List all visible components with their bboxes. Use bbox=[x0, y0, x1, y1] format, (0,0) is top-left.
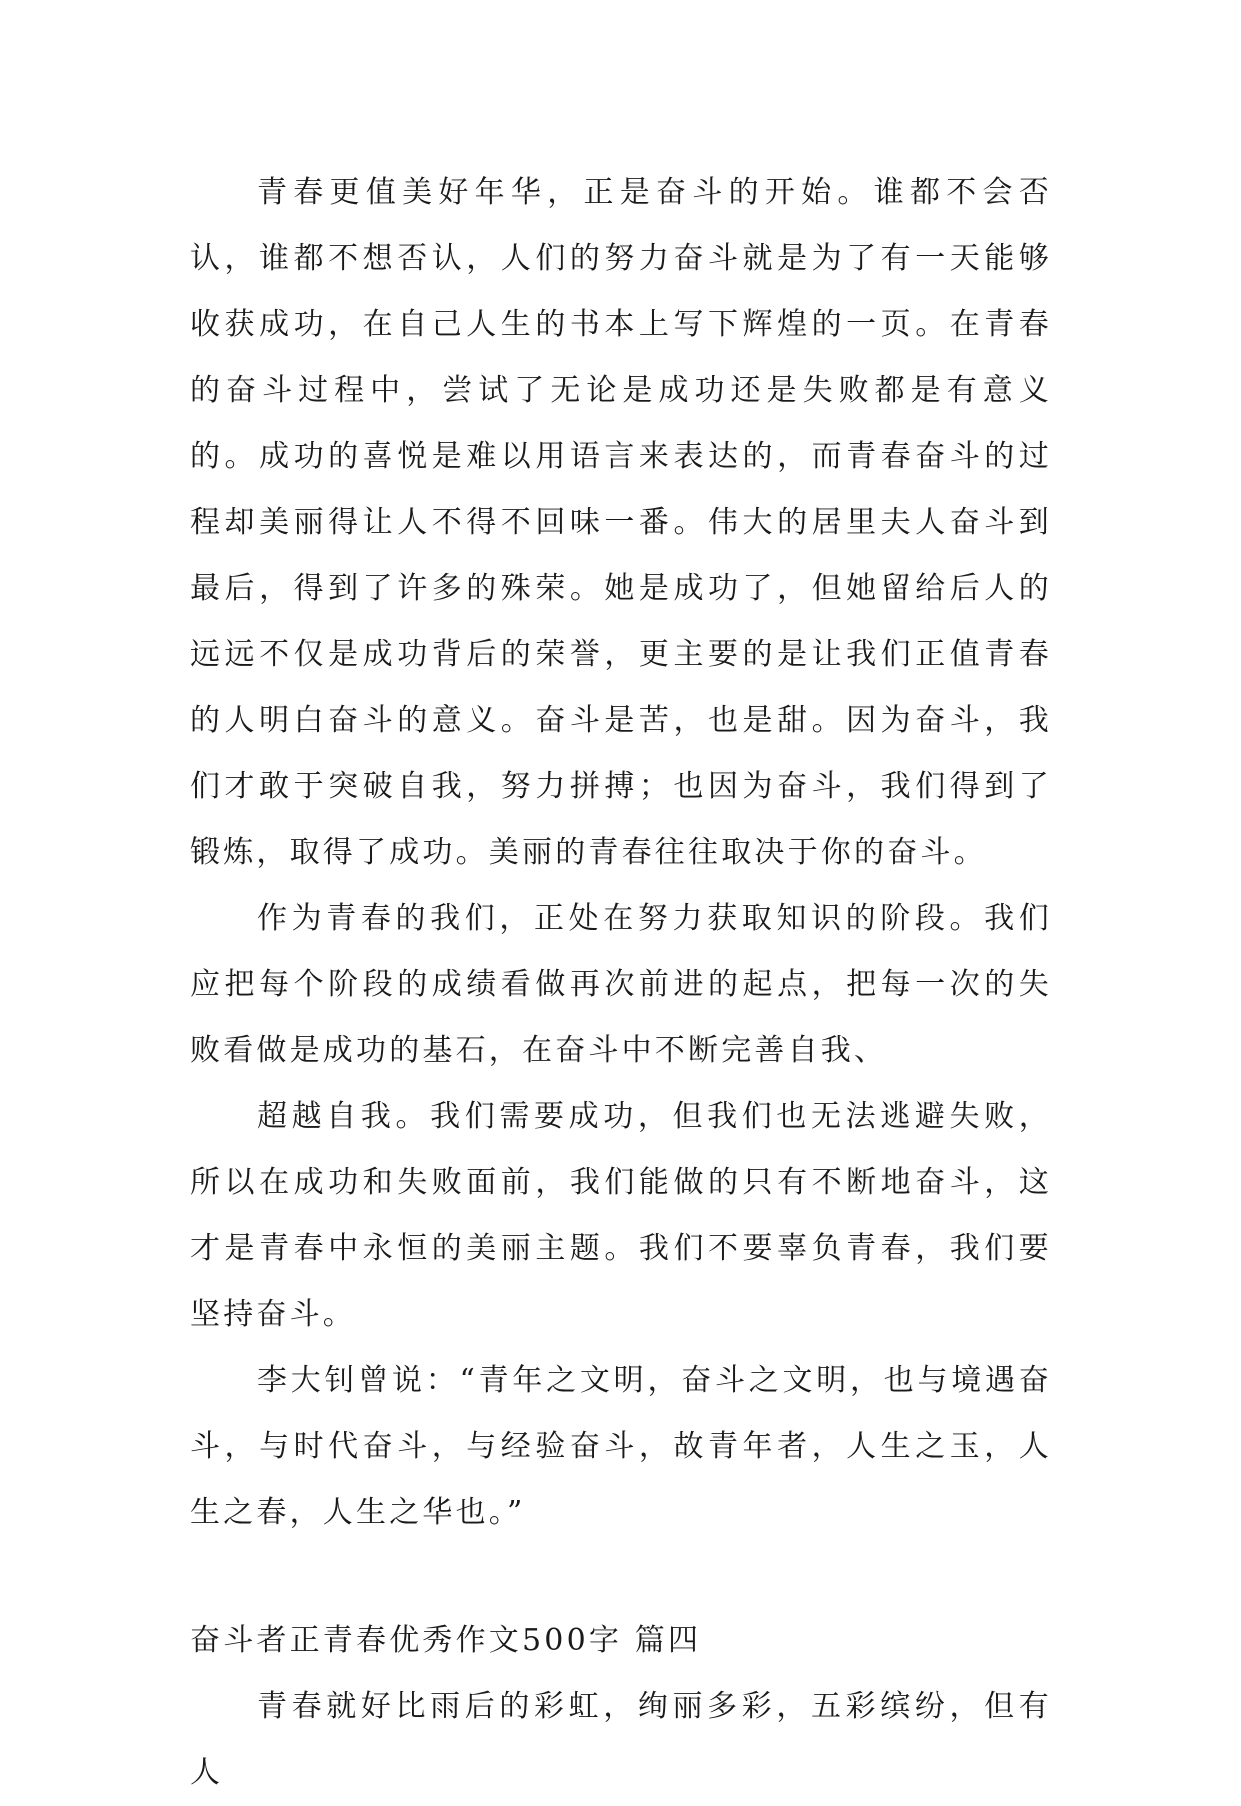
paragraph-3: 超越自我。我们需要成功，但我们也无法逃避失败，所以在成功和失败面前，我们能做的只有不断地奋斗，这才是青春中永恒的美丽主题。我们不要辜负青春，我们要坚持奋斗。 bbox=[190, 1099, 1052, 1332]
paragraph-2: 作为青春的我们，正处在努力获取知识的阶段。我们应把每个阶段的成绩看做再次前进的起点，把每一次的失败看做是成功的基石，在奋斗中不断完善自我、 bbox=[190, 901, 1052, 1068]
paragraph-5: 青春就好比雨后的彩虹，绚丽多彩，五彩缤纷，但有人 bbox=[190, 1689, 1052, 1790]
paragraph-1: 青春更值美好年华，正是奋斗的开始。谁都不会否认，谁都不想否认，人们的努力奋斗就是为了有一天能够收获成功，在自己人生的书本上写下辉煌的一页。在青春的奋斗过程中，尝试了无论是成功还是失败都是有意义的。成功的喜悦是难以用语言来表达的，而青春奋斗的过程却美丽得让人不得不回味一番。伟大的居里夫人奋斗到最后，得到了许多的殊荣。她是成功了，但她留给后人的远远不仅是成功背后的荣誉，更主要的是让我们正值青春的人明白奋斗的意义。奋斗是苦，也是甜。因为奋斗，我们才敢于突破自我，努力拼搏；也因为奋斗，我们得到了锻炼，取得了成功。美丽的青春往往取决于你的奋斗。 bbox=[190, 175, 1052, 870]
paragraph-4: 李大钊曾说：“青年之文明，奋斗之文明，也与境遇奋斗，与时代奋斗，与经验奋斗，故青年者，人生之玉，人生之春，人生之华也。” bbox=[190, 1363, 1052, 1530]
document-page bbox=[190, 160, 1052, 1806]
section-heading: 奋斗者正青春优秀作文500字 篇四 bbox=[190, 1623, 702, 1658]
